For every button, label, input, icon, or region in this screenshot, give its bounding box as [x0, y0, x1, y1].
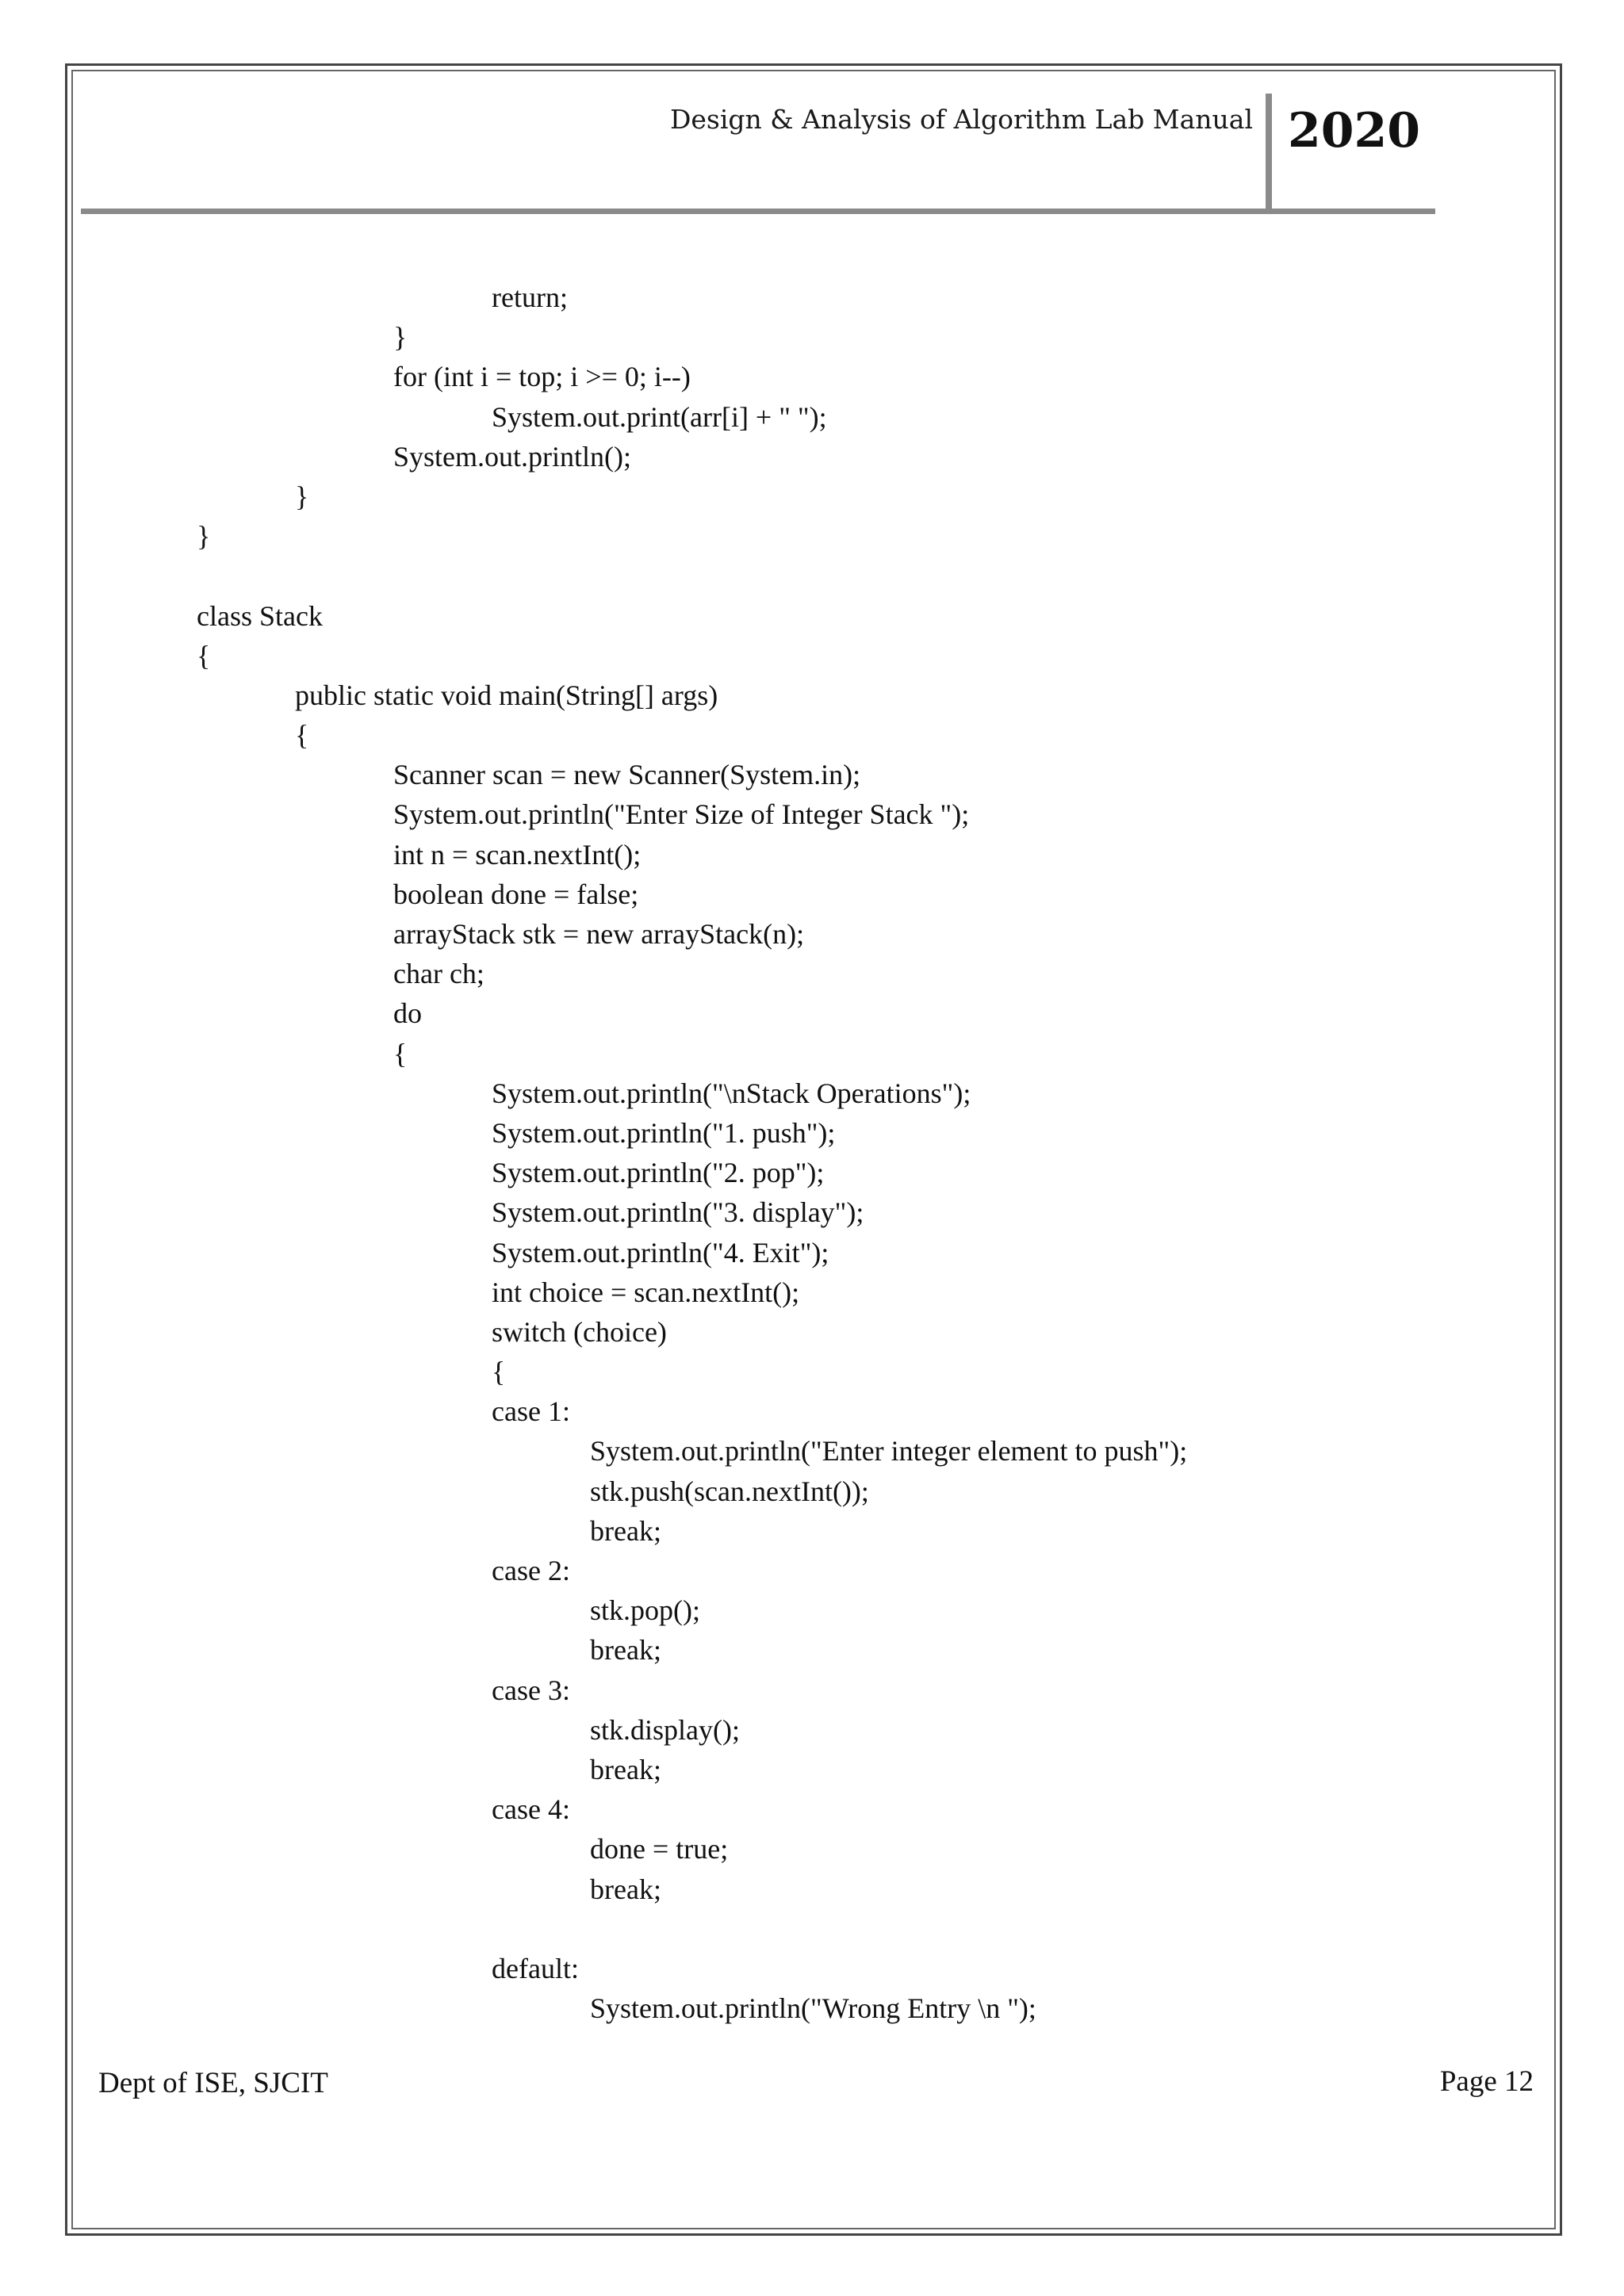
code-line: { — [197, 639, 211, 672]
code-line: public static void main(String[] args) — [295, 679, 718, 711]
code-line: break; — [590, 1634, 661, 1667]
code-line — [197, 556, 1187, 595]
code-line: System.out.println("Wrong Entry \n "); — [590, 1992, 1036, 2025]
code-line: break; — [590, 1873, 661, 1905]
code-line: boolean done = false; — [393, 878, 639, 910]
code-line: } — [295, 480, 309, 512]
header-vertical-rule — [1266, 94, 1272, 209]
code-line: int choice = scan.nextInt(); — [492, 1276, 800, 1308]
code-line: { — [492, 1356, 506, 1388]
code-line: { — [295, 719, 309, 752]
code-line: for (int i = top; i >= 0; i--) — [393, 361, 691, 393]
code-line: System.out.println("3. display"); — [492, 1196, 864, 1229]
code-line: arrayStack stk = new arrayStack(n); — [393, 918, 805, 950]
code-line: do — [393, 997, 422, 1030]
header-title: Design & Analysis of Algorithm Lab Manual — [669, 104, 1253, 135]
code-line: return; — [492, 281, 568, 313]
code-line: System.out.println("Enter Size of Integer Stack "); — [393, 798, 970, 831]
header-year: 2020 — [1288, 103, 1420, 159]
code-line: System.out.println(); — [393, 440, 631, 473]
footer-department: Dept of ISE, SJCIT — [98, 2067, 328, 2099]
footer-page-number: Page 12 — [1439, 2065, 1534, 2098]
code-line: default: — [492, 1952, 579, 1984]
code-line: case 2: — [492, 1555, 570, 1586]
code-line: class Stack — [197, 599, 323, 632]
code-line: System.out.print(arr[i] + " "); — [492, 400, 827, 433]
code-line: char ch; — [393, 958, 485, 990]
code-line: System.out.println("1. push"); — [492, 1116, 836, 1149]
code-line: break; — [590, 1753, 661, 1785]
code-line — [197, 1909, 1187, 1949]
code-line: stk.pop(); — [590, 1594, 700, 1627]
code-line: } — [393, 321, 408, 354]
code-line: switch (choice) — [492, 1315, 667, 1348]
code-line: System.out.println("2. pop"); — [492, 1157, 825, 1189]
code-line: stk.push(scan.nextInt()); — [590, 1475, 869, 1507]
code-line: case 4: — [492, 1793, 570, 1826]
code-line: } — [197, 520, 211, 553]
code-line: System.out.println("Enter integer element to push"); — [590, 1435, 1188, 1468]
header-horizontal-rule — [81, 209, 1435, 214]
code-line: int n = scan.nextInt(); — [393, 838, 642, 871]
code-line: System.out.println("4. Exit"); — [492, 1236, 829, 1269]
code-line: case 1: — [492, 1395, 570, 1428]
code-line: stk.display(); — [590, 1713, 740, 1746]
code-line: break; — [590, 1514, 661, 1547]
code-line: System.out.println("\nStack Operations"); — [492, 1077, 971, 1109]
code-listing — [197, 277, 1187, 2028]
code-line: done = true; — [590, 1833, 729, 1866]
code-line: Scanner scan = new Scanner(System.in); — [393, 759, 861, 791]
code-line: { — [393, 1037, 408, 1070]
code-line: case 3: — [492, 1674, 570, 1706]
